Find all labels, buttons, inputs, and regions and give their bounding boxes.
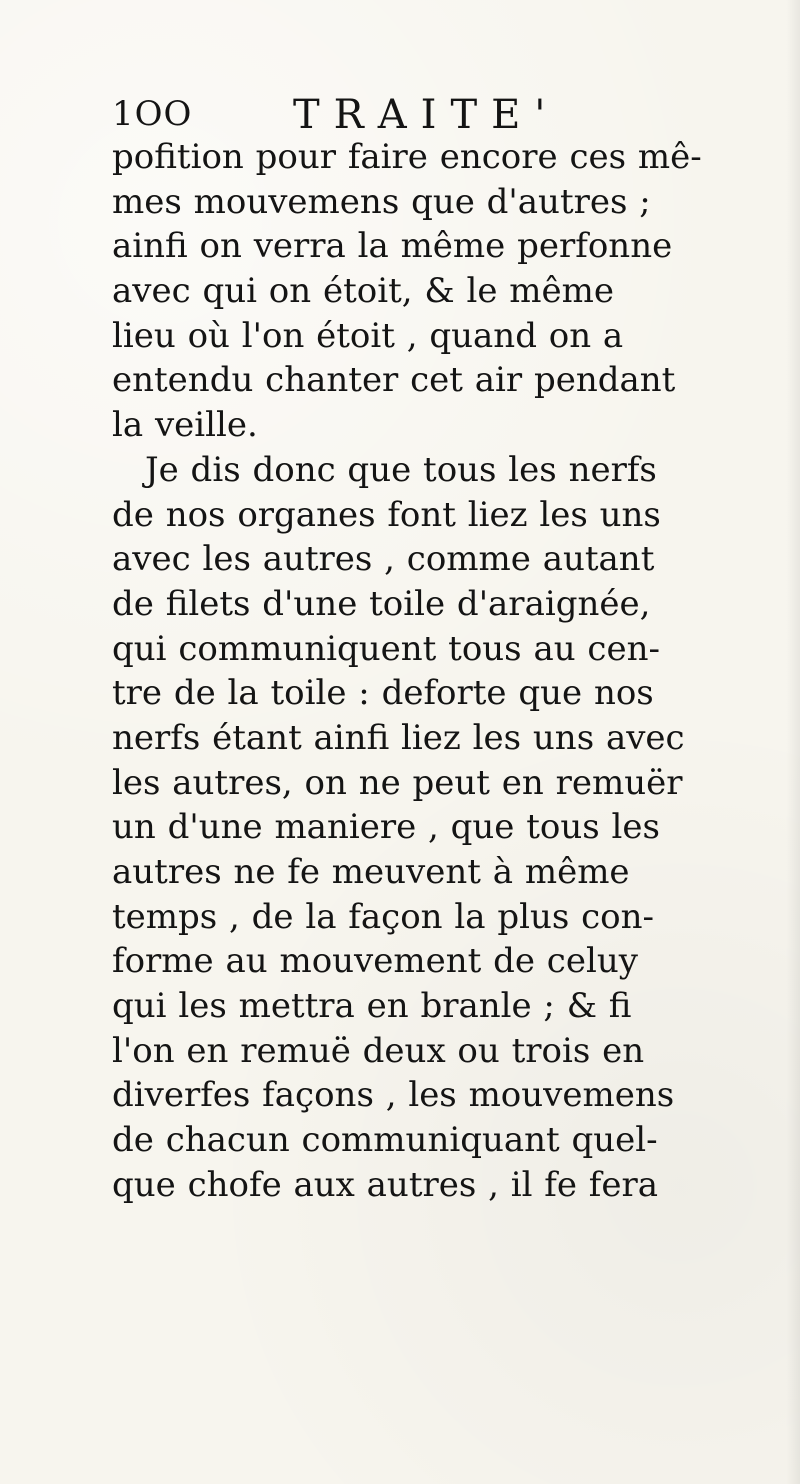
text-line: de chacun communiquant quel-	[112, 1120, 658, 1161]
text-line: que chofe aux autres , il fe fera	[112, 1164, 659, 1205]
text-line: mes mouvemens que d'autres ;	[112, 181, 651, 222]
text-line: pofition pour faire encore ces mê-	[112, 137, 702, 177]
text-line: qui les mettra en branle ; & fi	[112, 986, 632, 1027]
text-line: tre de la toile : deforte que nos	[112, 673, 654, 714]
text-line: l'on en remuë deux ou trois en	[112, 1030, 645, 1071]
body-text	[112, 135, 702, 1208]
text-line: nerfs étant ainfi liez les uns avec	[112, 717, 685, 758]
text-line: la veille.	[112, 405, 258, 446]
text-line: diverfes façons , les mouvemens	[112, 1075, 675, 1116]
text-line: avec les autres , comme autant	[112, 539, 655, 580]
text-line: entendu chanter cet air pendant	[112, 360, 676, 401]
text-line: autres ne fe meuvent à même	[112, 852, 630, 892]
text-line: de filets d'une toile d'araignée,	[112, 583, 651, 624]
text-line: qui communiquent tous au cen-	[112, 628, 660, 669]
text-line: avec qui on étoit, & le même	[112, 271, 614, 312]
running-head: TRAITE'	[293, 92, 560, 138]
text-line: un d'une maniere , que tous les	[112, 807, 660, 848]
page-number: 1OO	[112, 94, 193, 134]
text-line: forme au mouvement de celuy	[112, 941, 638, 982]
text-line: lieu où l'on étoit , quand on a	[112, 315, 624, 356]
paragraph-start-line: Je dis donc que tous les nerfs	[145, 449, 657, 490]
text-line: de nos organes font liez les uns	[112, 494, 661, 535]
text-line: ainfi on verra la même perfonne	[112, 226, 673, 267]
text-line: les autres, on ne peut en remuër	[112, 762, 683, 803]
text-line: temps , de la façon la plus con-	[112, 896, 655, 937]
page-edge-shadow	[786, 0, 800, 1484]
